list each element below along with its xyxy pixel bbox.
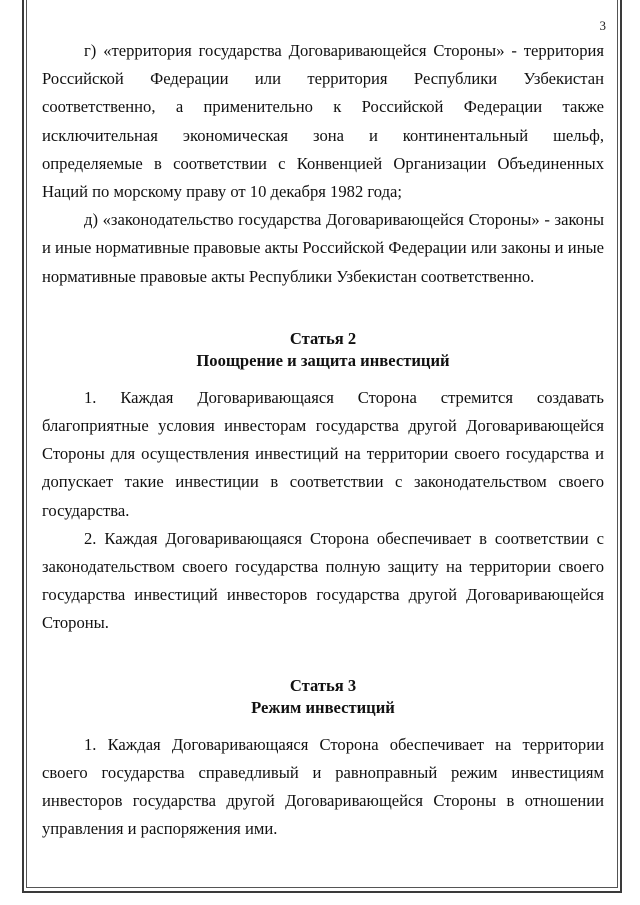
article-2-number: Статья 2 bbox=[289, 328, 357, 348]
document-body bbox=[42, 37, 604, 843]
definition-paragraph-d: д) «законодательство государства Договаривающейся Стороны» - законы и иные нормативные правовые акты Российской Федерации или законы и иные нормативные правовые акты Республики Узбекистан соответственно. bbox=[42, 210, 604, 286]
article-2-title: Поощрение и защита инвестиций bbox=[196, 350, 450, 370]
page-number: 3 bbox=[599, 18, 606, 33]
article-2-paragraph-1: 1. Каждая Договаривающаяся Сторона стремится создавать благоприятные условия инвесторам государства другой Договаривающейся Стороны для осуществления инвестиций на территории своего государства и допускает такие инвестиции в соответствии с законодательством своего государства. bbox=[42, 387, 604, 520]
article-2-paragraph-2: 2. Каждая Договаривающаяся Сторона обеспечивает в соответствии с законодательством своего государства полную защиту на территории своего государства инвестиций инвесторов государства другой Договаривающейся Стороны. bbox=[42, 528, 604, 633]
article-3-paragraph-1: 1. Каждая Договаривающаяся Сторона обеспечивает на территории своего государства справедливый и равноправный режим инвестициям инвесторов государства другой Договаривающейся Стороны в отношении управления и распоряжения ими. bbox=[42, 734, 604, 839]
article-3-number: Статья 3 bbox=[289, 675, 357, 695]
definition-paragraph-g: г) «территория государства Договаривающейся Стороны» - территория Российской Федерации или территория Республики Узбекистан соответственно, а применительно к Российской Федерации также исключительная экономическая зона и континентальный шельф, определяемые в соответствии с Конвенцией Организации Объединенных Наций по морскому праву от 10 декабря 1982 года; bbox=[42, 41, 604, 202]
article-3-title: Режим инвестиций bbox=[251, 697, 395, 717]
